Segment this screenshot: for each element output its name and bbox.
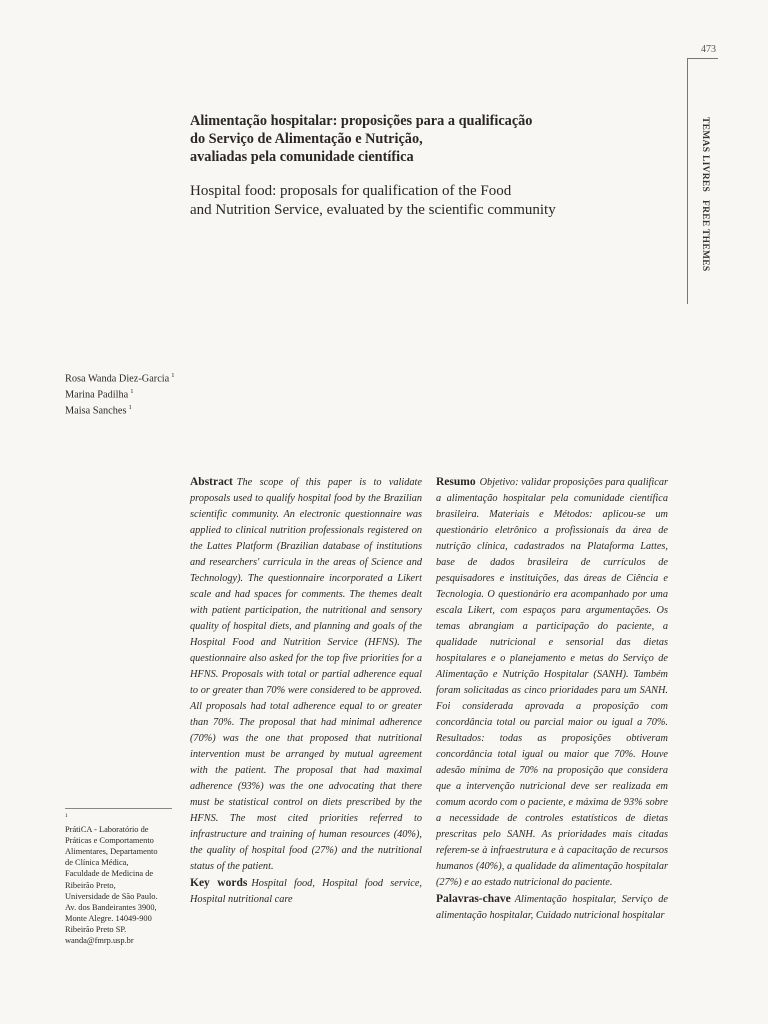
title-english — [190, 182, 660, 220]
affiliation-line — [65, 813, 177, 835]
abstract-text: The scope of this paper is to validate proposals used to qualify hospital food by the Brazilian scientific community. An electronic questionnaire was applied to clinical nutrition professionals registered on the Lattes Platform (Brazilian database of institutions and researchers' curricula in the areas of Science and Technology). The questionnaire incorporated a Likert scale and had spaces for comments. The themes dealt with patient participation, the nutritional and sensory quality of hospital diets, and planning and goals of the Hospital Food and Nutrition Service (HFNS). The questionnaire also asked for the top five priorities for a HFNS. Proposals with total or partial adherence equal to or greater than 70% were considered to be approved. All proposals had total adherence equal to or greater than 70%. The proposal that had minimal adherence (70%) was the one that proposed that nutritional intervention must be arranged by mutual agreement with the patient. The proposal that had maximal adherence (93%) was the one advocating that there must be statistical control on diets prescribed by the HFNS. The most cited priorities referred to infrastructure and training of human resources (40%), the quality of hospital food (27%) and the nutritional status of the patient. — [190, 477, 422, 872]
affiliation-line: Práticas e Comportamento — [65, 836, 154, 846]
page-number: 473 — [701, 44, 716, 55]
author-name: Rosa Wanda Diez-Garcia — [65, 373, 170, 385]
side-rule — [687, 58, 688, 304]
title-pt-line: avaliadas pela comunidade científica — [190, 149, 414, 165]
author-affiliation-mark: 1 — [128, 403, 132, 411]
author-list — [65, 371, 174, 419]
palavras-chave-text: Alimentação hospitalar, Serviço de alimentação hospitalar, Cuidado nutricional hospitalar — [436, 894, 668, 921]
author-name: Maisa Sanches — [65, 405, 127, 417]
affiliation-line: Monte Alegre. 14049-900 — [65, 913, 152, 923]
affiliation-marker: 1 — [65, 813, 68, 820]
author-affiliation-mark: 1 — [171, 372, 175, 379]
section-label-en: FREE THEMES — [700, 199, 710, 272]
keywords-heading: Key words — [190, 877, 248, 889]
abstract-paragraph — [190, 474, 422, 875]
affiliation-rule — [65, 808, 172, 809]
section-label-pt: TEMAS LIVRES — [700, 117, 710, 193]
resumo-text: Objetivo: validar proposições para qualificar a alimentação hospitalar pela comunidade científica brasileira. Materiais e Métodos: aplicou-se um questionário eletrônico a profissionais da área de nutrição clínica, cadastrados na Plataforma Lattes, base de dados brasileira de currículos de pesquisadores e instituições, das áreas de Ciência e Tecnologia. O questionário era acompanhado por uma escala Likert, com espaços para argumentações. Os temas abrangiam a participação do paciente, a qualidade nutricional e sensorial das dietas hospitalares e o planejamento e metas do Serviço de Alimentação e Nutrição Hospitalar (SANH). Também foram solicitadas as cinco prioridades para um SANH. Foi considerada aprovada a proposição com concordância total ou parcial maior ou igual a 70%. Resultados: todas as proposições obtiveram concordância total igual ou maior que 70%. Houve adesão mínima de 70% na proposição que considera que a intervenção nutricional deve ser realizada em comum acordo com o paciente, e máxima de 93% sobre a necessidade de controles estatísticos de dietas prescritas pelo SANH. As prioridades mais citadas referem-se à infraestrutura e à capacitação de recursos humanos (40%), a qualidade da alimentação hospitalar (27%) e ao estado nutricional do paciente. — [436, 477, 669, 888]
author-name: Marina Padilha — [65, 389, 129, 401]
keywords-text: Hospital food, Hospital food service, Hospital nutritional care — [190, 878, 422, 905]
author — [65, 403, 174, 419]
author — [65, 387, 174, 403]
author — [65, 371, 174, 387]
affiliation-line: Ribeirão Preto, — [65, 880, 116, 890]
affiliation-line: Ribeirão Preto SP. — [65, 924, 127, 934]
title-portuguese — [190, 112, 660, 166]
abstract-heading: Abstract — [190, 476, 233, 488]
resumo-paragraph — [436, 474, 668, 891]
abstract-column — [190, 474, 422, 908]
affiliation-email: wanda@fmrp.usp.br — [65, 936, 134, 946]
affiliation-line: Av. dos Bandeirantes 3900, — [65, 902, 157, 912]
affiliation-line: de Clínica Médica, — [65, 858, 129, 868]
title-en-line: and Nutrition Service, evaluated by the scientific community — [190, 201, 556, 218]
resumo-heading: Resumo — [436, 476, 476, 488]
resumo-column — [436, 474, 668, 924]
keywords-paragraph — [190, 875, 422, 908]
palavras-chave-heading: Palavras-chave — [436, 893, 511, 905]
affiliation-note — [65, 808, 177, 946]
title-pt-line: do Serviço de Alimentação e Nutrição, — [190, 131, 423, 147]
affiliation-line: Alimentares, Departamento — [65, 847, 158, 857]
title-pt-line: Alimentação hospitalar: proposições para a qualificação — [190, 113, 533, 129]
affiliation-text: PrátiCA - Laboratório de — [65, 825, 149, 835]
section-label — [700, 117, 710, 271]
author-affiliation-mark: 1 — [130, 387, 134, 395]
affiliation-line: Universidade de São Paulo. — [65, 891, 158, 901]
palavras-chave-paragraph — [436, 891, 668, 924]
affiliation-line: Faculdade de Medicina de — [65, 869, 154, 879]
title-en-line: Hospital food: proposals for qualification of the Food — [190, 183, 512, 199]
top-rule — [688, 58, 718, 59]
